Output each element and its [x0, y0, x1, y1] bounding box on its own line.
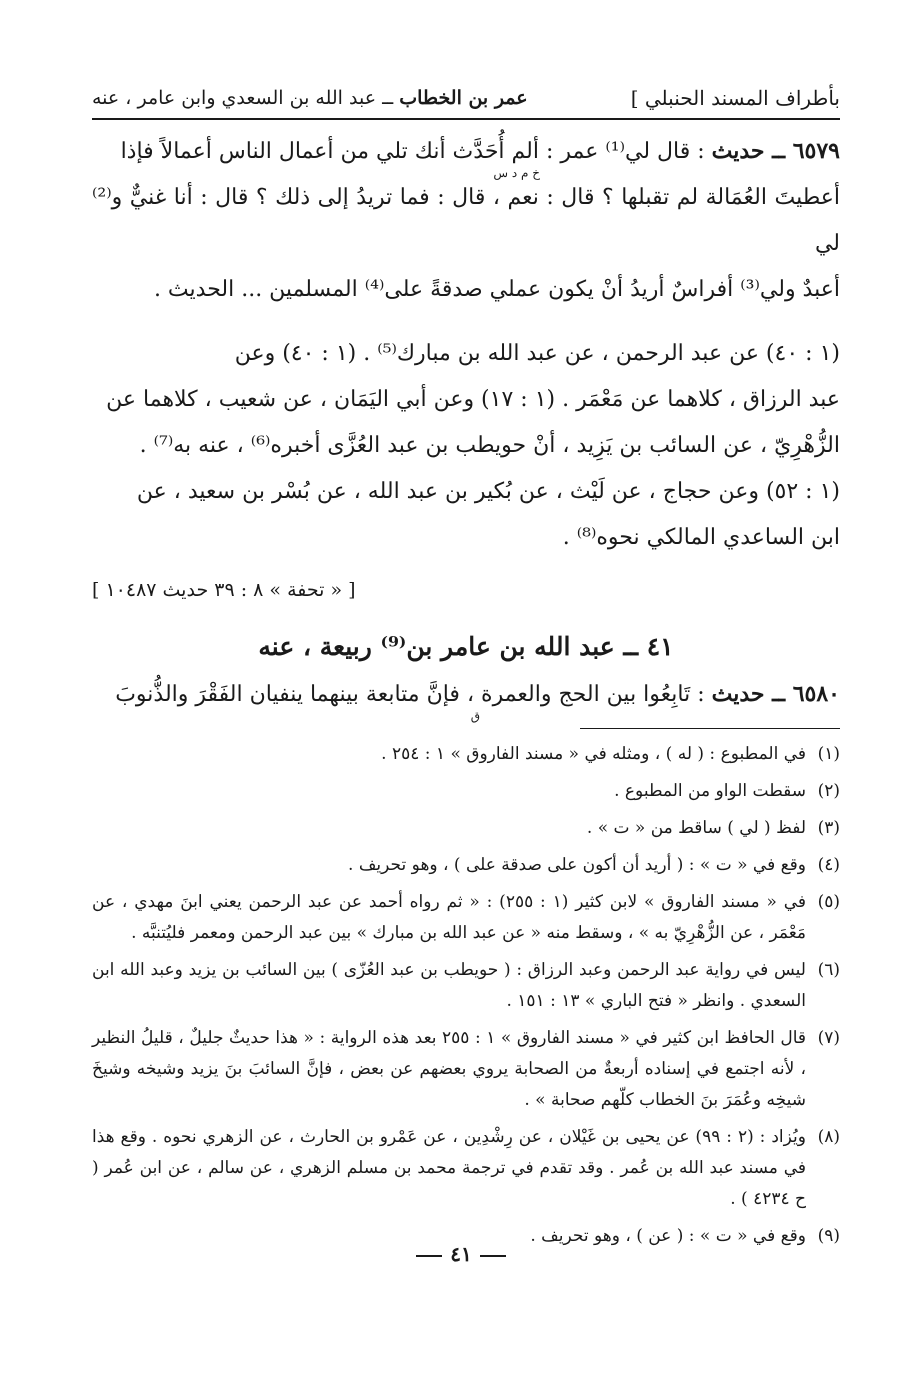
- footnote-number: (١): [817, 744, 840, 764]
- section-title: ٤١ ــ عبد الله بن عامر بن⁽⁹⁾ ربيعة ، عنه: [258, 632, 674, 661]
- takhrij-reference: [ « تحفة » ٨ : ٣٩ حديث ١٠٤٨٧ ]: [92, 579, 356, 601]
- hadith-text: : قال لي⁽¹⁾ عمر : ألم أُحَدَّث أنك تلي من أعمال الناس أعمالاً فإذا: [120, 139, 705, 164]
- footnote-text: في « مسند الفاروق » لابن كثير (١ : ٢٥٥) : « ثم رواه أحمد عن عبد الرحمن يعني ابنَ مهدي ، عن مَعْمَر ، عن الزُّهْرِيّ به » ، وسقط منه « عن عبد الله بن مبارك » بين عبد الرحمن ومعمر فليُتنبَّه .: [92, 892, 806, 943]
- hadith-6579-line-1: [92, 128, 840, 175]
- footnote-number: (٧): [817, 1028, 840, 1048]
- footnotes: [92, 739, 840, 1252]
- page-number-value: ٤١: [450, 1242, 472, 1266]
- header-book-title: بأطراف المسند الحنبلي ]: [630, 86, 840, 110]
- hadith-number: ٦٥٨٠ ــ حديث: [711, 681, 840, 707]
- footnote-text: ليس في رواية عبد الرحمن وعبد الرزاق : ( حويطب بن عبد العُزّى ) بين السائب بن يزيد وعبد الله ابن السعدي . وانظر « فتح الباري » ١٣ : ١٥١ .: [92, 960, 806, 1011]
- footnote: [92, 739, 840, 770]
- footnote-number: (٢): [817, 781, 840, 801]
- footnote-number: (٤): [817, 855, 840, 875]
- header-chapter-subtitle: ــ عبد الله بن السعدي وابن عامر ، عنه: [92, 87, 394, 109]
- hadith-6579-line-2: أعطيتَ العُمَالة لم تقبلها ؟ قال : نعم ، قال : فما تريدُ إلى ذلك ؟ قال : أنا غنيٌّ و⁽²⁾ لي: [92, 185, 840, 256]
- hadith-6579-line-3: أعبدٌ ولي⁽³⁾ أفراسٌ أريدُ أنْ يكون عملي صدقةً على⁽⁴⁾ المسلمين ... الحديث .: [153, 277, 840, 302]
- page-number-dash: [416, 1255, 442, 1257]
- isnad-line: (١ : ٥٢) وعن حجاج ، عن لَيْث ، عن بُكير بن عبد الله ، عن بُسْر بن سعيد ، عن: [136, 479, 840, 504]
- footnote-text: في المطبوع : ( له ) ، ومثله في « مسند الفاروق » ١ : ٢٥٤ .: [381, 744, 806, 764]
- page-number-dash: [480, 1255, 506, 1257]
- footnote: [92, 1122, 840, 1215]
- footnote-number: (٦): [817, 960, 840, 980]
- hadith-text: : تَابِعُوا بين الحج والعمرة ، فإنَّ متابعة بينهما ينفيان الفَقْرَ والذُّنوبَ: [115, 682, 705, 707]
- footnote-number: (٨): [817, 1127, 840, 1147]
- source-sigla: ق: [470, 709, 480, 723]
- footnote: [92, 776, 840, 807]
- footnote: [92, 887, 840, 949]
- footnote-text: وقع في « ت » : ( أريد أن أكون على صدقة على ) ، وهو تحريف .: [348, 855, 806, 875]
- footnote: [92, 850, 840, 881]
- footnote-number: (٣): [817, 818, 840, 838]
- footnote-text: سقطت الواو من المطبوع .: [614, 781, 806, 801]
- isnad-line: (١ : ٤٠) عن عبد الرحمن ، عن عبد الله بن مبارك⁽⁵⁾ . (١ : ٤٠) وعن: [234, 341, 840, 366]
- footnote-divider: [580, 728, 840, 729]
- header-chapter-name: عمر بن الخطاب: [399, 87, 528, 109]
- source-sigla: خ م د س: [493, 166, 540, 180]
- running-header: [92, 84, 840, 120]
- footnote: [92, 955, 840, 1017]
- isnad-line: الزُّهْرِيّ ، عن السائب بن يَزِيد ، أنْ حويطب بن عبد العُزَّى أخبره⁽⁶⁾ ، عنه به⁽⁷⁾ .: [139, 433, 840, 458]
- header-chapter: [92, 84, 528, 112]
- isnad-line: عبد الرزاق ، كلاهما عن مَعْمَر . (١ : ١٧) وعن أبي اليَمَان ، عن شعيب ، كلاهما عن: [106, 387, 840, 412]
- isnad-block: [92, 331, 840, 561]
- footnote-text: وقع في « ت » : ( عن ) ، وهو تحريف .: [530, 1226, 806, 1246]
- isnad-line: ابن الساعدي المالكي نحوه⁽⁸⁾ .: [562, 525, 840, 550]
- footnote: [92, 813, 840, 844]
- footnote-number: (٥): [817, 892, 840, 912]
- main-text: [92, 128, 840, 722]
- page-number: [0, 1242, 922, 1266]
- footnote-text: ويُزاد : (٢ : ٩٩) عن يحيى بن غَيْلان ، عن رِشْدِين ، عن عَمْرو بن الحارث ، عن الزهري نحوه . وقع هذا في مسند عبد الله بن عُمر . وقد تقدم في ترجمة محمد بن مسلم الزهري ، عن سالم ، عن ابن عُمر ( ح ٤٢٣٤ ) .: [92, 1127, 806, 1209]
- footnote-text: لفظ ( لي ) ساقط من « ت » .: [586, 818, 806, 838]
- hadith-6580-line-1: [92, 677, 840, 712]
- footnote-text: قال الحافظ ابن كثير في « مسند الفاروق » ١ : ٢٥٥ بعد هذه الرواية : « هذا حديثٌ جليلٌ ، قليلُ النظير ، لأنه اجتمع في إسناده أربعةٌ من الصحابة يروي بعضهم عن بعض ، فإنَّ السائبَ بنَ يزيد وشيخه وشيخَ شيخِه وعُمَرَ بنَ الخطاب كلّهم صحابة » .: [92, 1028, 807, 1110]
- hadith-number: ٦٥٧٩ ــ حديث: [711, 138, 840, 164]
- footnote: [92, 1023, 840, 1116]
- footnote-number: (٩): [817, 1226, 840, 1246]
